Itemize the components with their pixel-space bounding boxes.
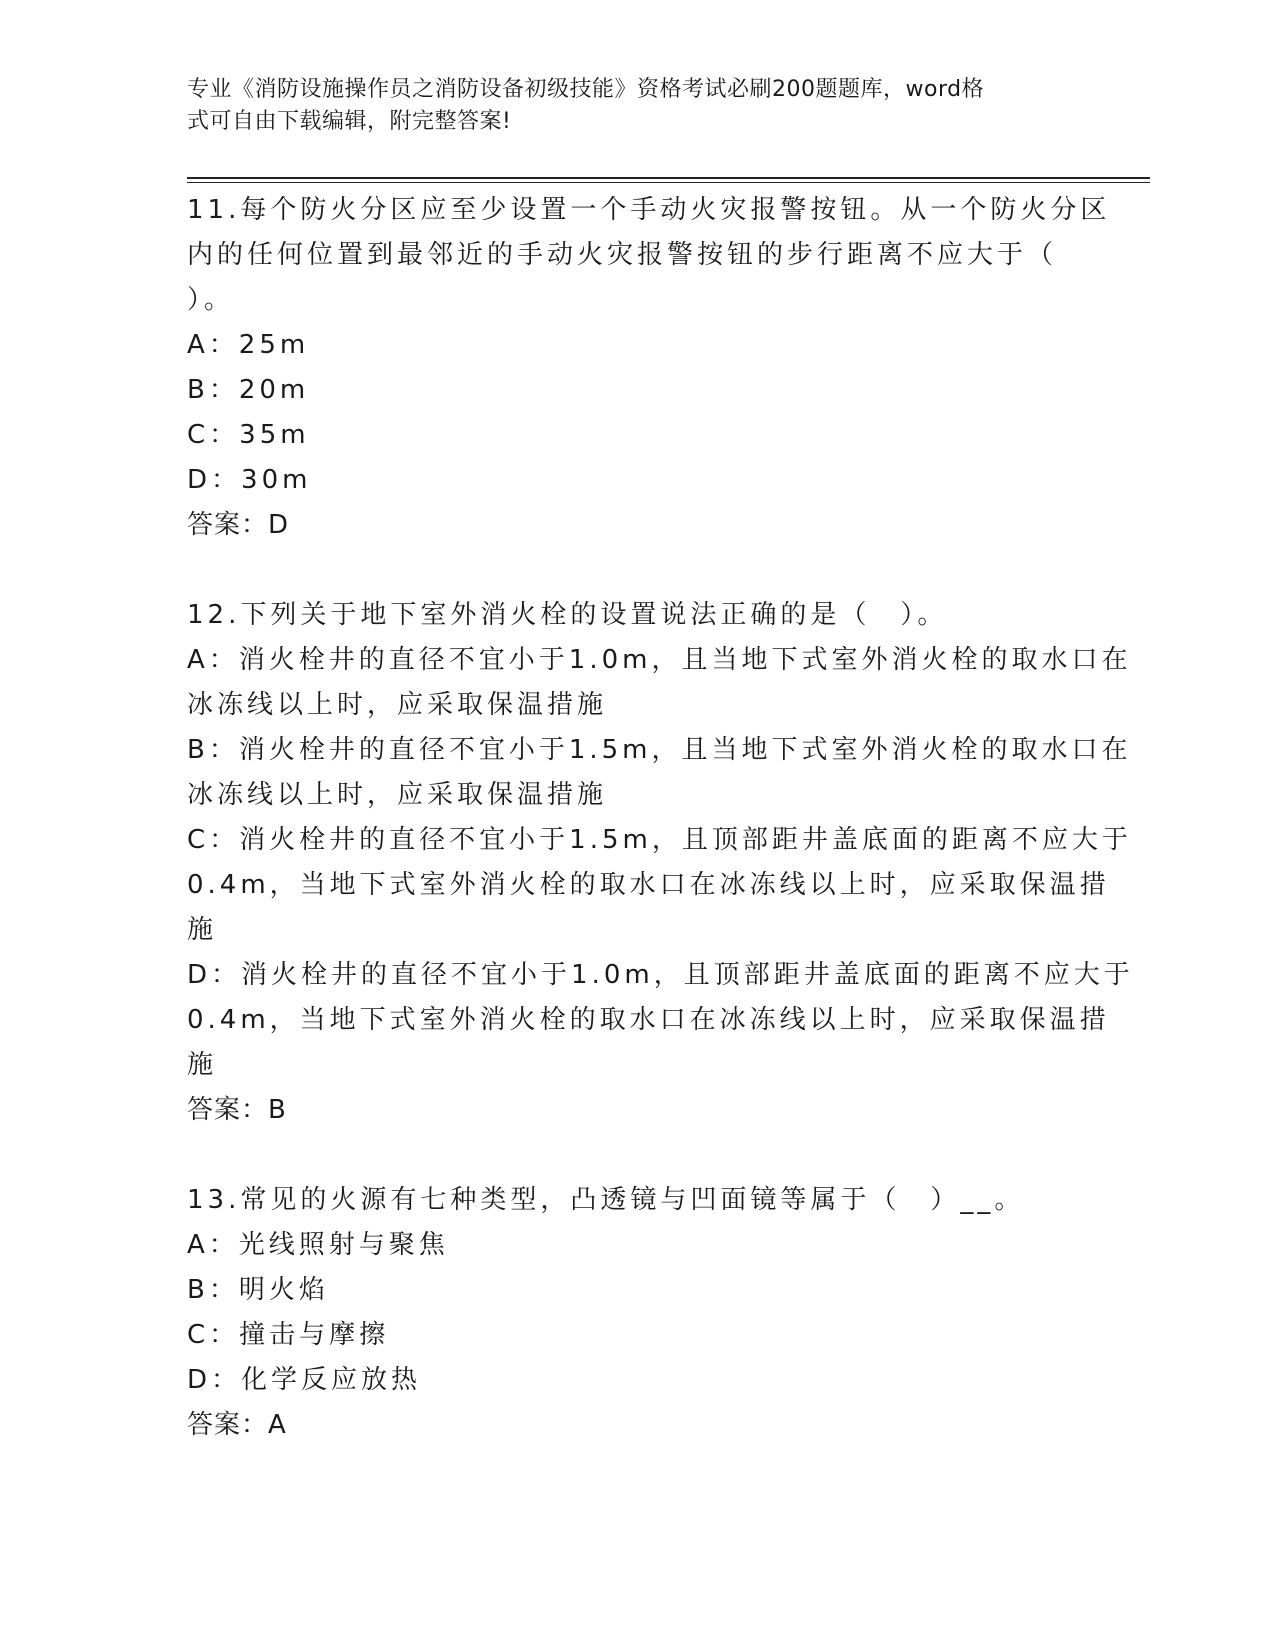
document-header	[187, 74, 1067, 138]
question-13	[187, 1178, 1087, 1448]
option-a-continued: 冰冻线以上时，应采取保温措施	[187, 690, 608, 720]
spacer	[187, 548, 1087, 593]
question-list	[187, 188, 1134, 1448]
spacer	[187, 1133, 1087, 1178]
option-b: B：消火栓井的直径不宜小于1.5m，且当地下式室外消火栓的取水口在	[187, 735, 1132, 765]
question-stem-line: ）。	[187, 285, 235, 315]
option-b: B：20m	[187, 375, 310, 405]
option-c-continued: 施	[187, 915, 218, 945]
question-11	[187, 188, 1111, 548]
question-stem-line: 12.下列关于地下室外消火栓的设置说法正确的是（ ）。	[187, 600, 948, 630]
option-c: C：35m	[187, 420, 310, 450]
option-d: D：消火栓井的直径不宜小于1.0m，且顶部距井盖底面的距离不应大于	[187, 960, 1134, 990]
header-divider-thick	[187, 177, 1150, 179]
option-b: B：明火焰	[187, 1275, 329, 1305]
option-a: A：25m	[187, 330, 310, 360]
question-stem-line: 11.每个防火分区应至少设置一个手动火灾报警按钮。从一个防火分区	[187, 195, 1111, 225]
option-c: C：消火栓井的直径不宜小于1.5m，且顶部距井盖底面的距离不应大于	[187, 825, 1132, 855]
header-line-2: 式可自由下载编辑，附完整答案!	[187, 109, 512, 134]
question-12	[187, 593, 1134, 1133]
option-d: D：30m	[187, 465, 312, 495]
option-d: D：化学反应放热	[187, 1365, 422, 1395]
option-b-continued: 冰冻线以上时，应采取保温措施	[187, 780, 608, 810]
option-a: A：消火栓井的直径不宜小于1.0m，且当地下式室外消火栓的取水口在	[187, 645, 1132, 675]
option-c: C：撞击与摩擦	[187, 1320, 390, 1350]
option-c-continued: 0.4m，当地下式室外消火栓的取水口在冰冻线以上时，应采取保温措	[187, 870, 1110, 900]
header-divider-thin	[187, 182, 1150, 183]
option-a: A：光线照射与聚焦	[187, 1230, 449, 1260]
option-d-continued: 0.4m，当地下式室外消火栓的取水口在冰冻线以上时，应采取保温措	[187, 1005, 1110, 1035]
question-stem-line: 13.常见的火源有七种类型，凸透镜与凹面镜等属于（ ）__。	[187, 1185, 1025, 1215]
question-stem-line: 内的任何位置到最邻近的手动火灾报警按钮的步行距离不应大于（	[187, 240, 1058, 270]
answer-line: 答案：A	[187, 1410, 287, 1440]
header-line-1: 专业《消防设施操作员之消防设备初级技能》资格考试必刷200题题库，word格	[187, 77, 985, 102]
option-d-continued: 施	[187, 1050, 218, 1080]
answer-line: 答案：B	[187, 1095, 287, 1125]
answer-line: 答案：D	[187, 510, 290, 540]
